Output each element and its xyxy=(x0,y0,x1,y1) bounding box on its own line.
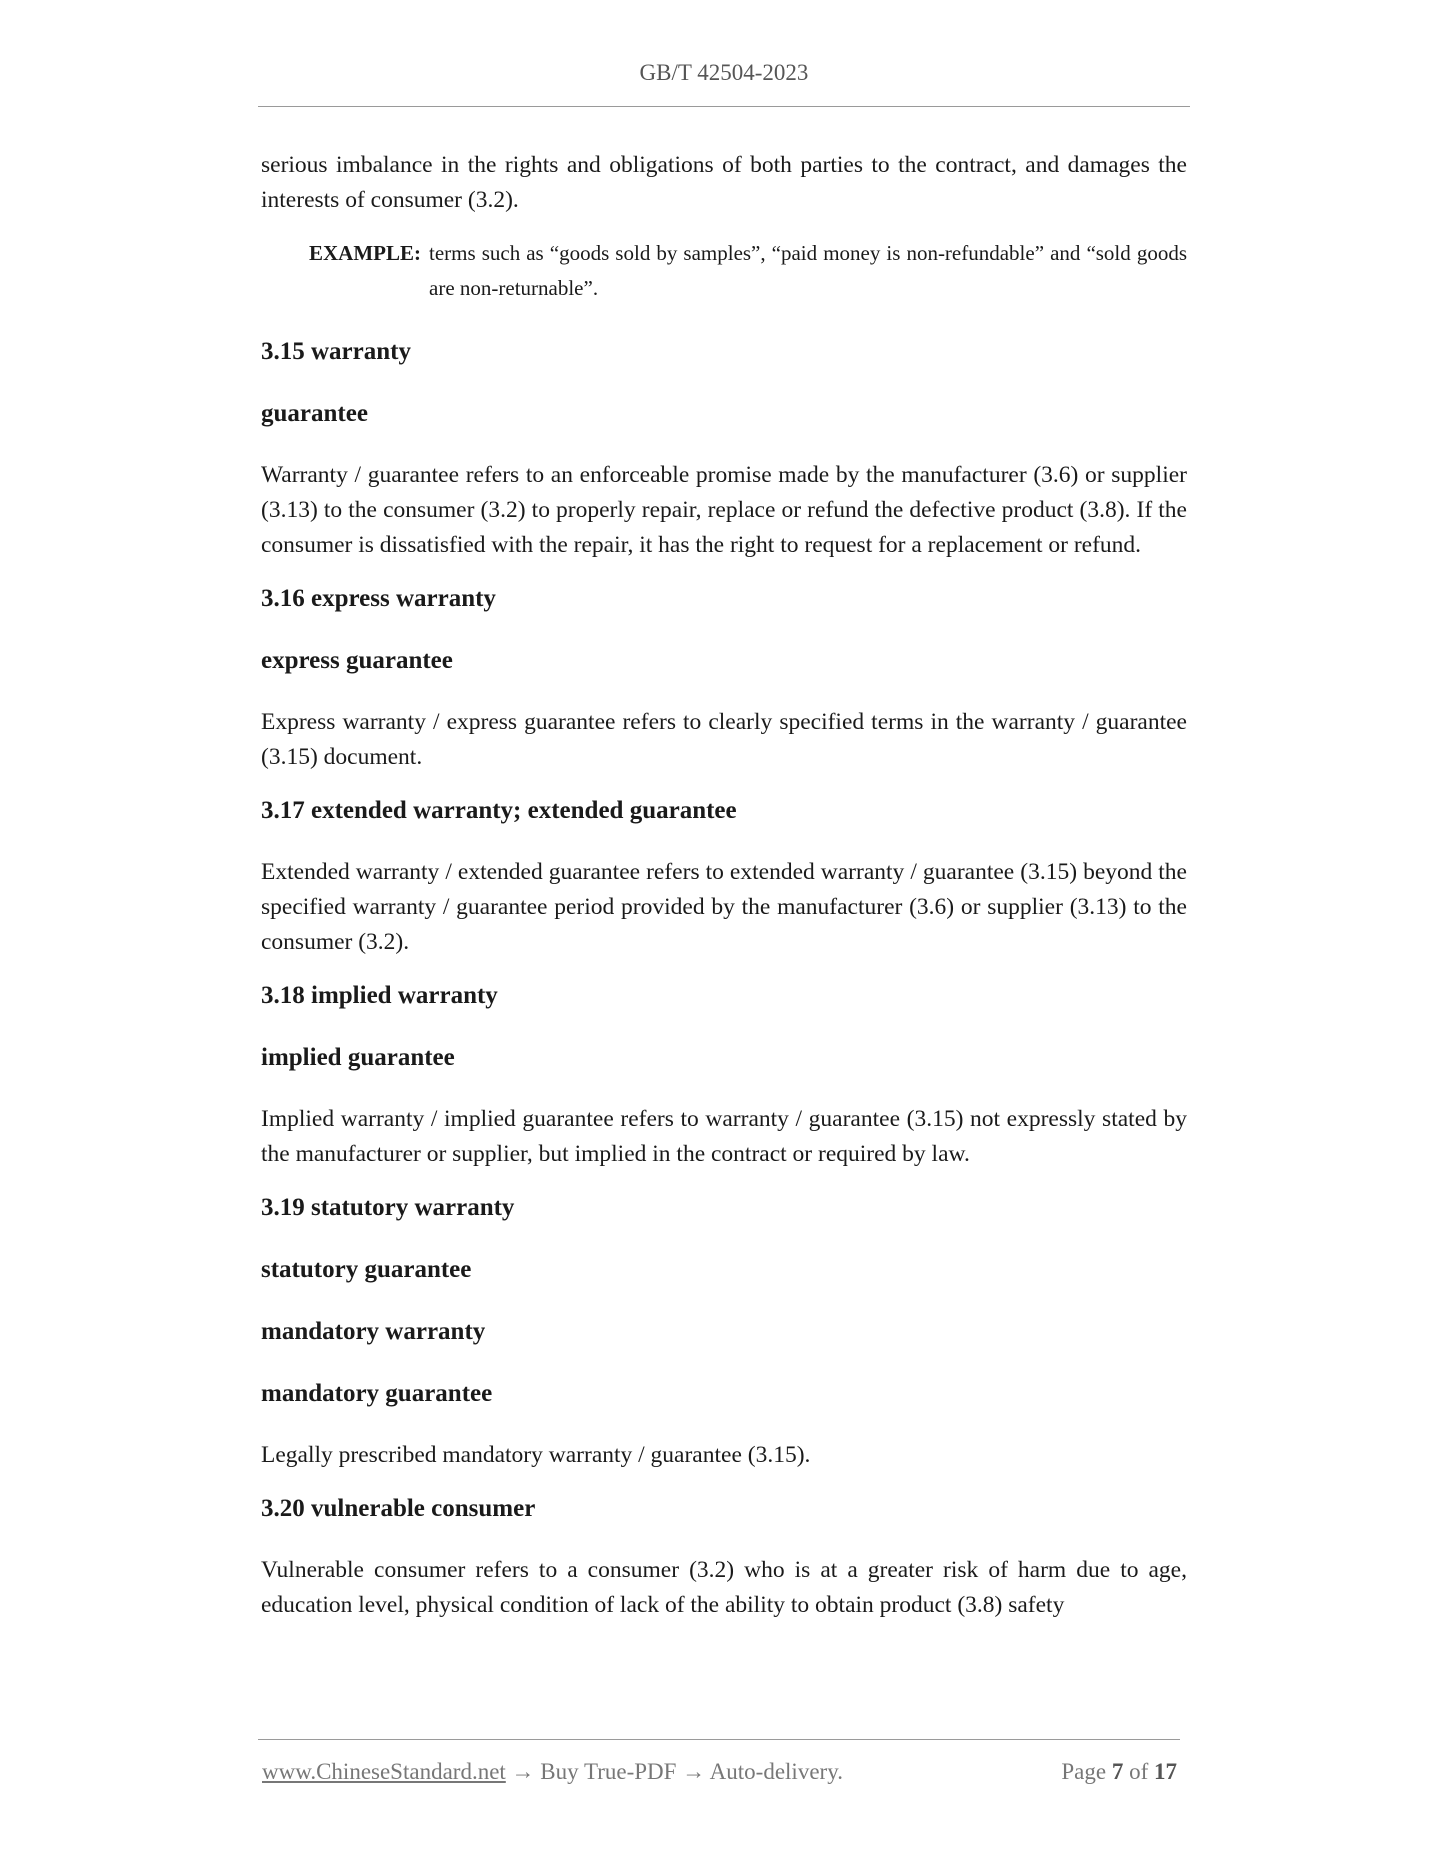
term-heading-3-19: 3.19 statutory warranty xyxy=(261,1194,515,1221)
page-number xyxy=(1061,1757,1177,1787)
term-synonym-implied-guarantee: implied guarantee xyxy=(261,1044,455,1071)
term-heading-3-16: 3.16 express warranty xyxy=(261,585,496,612)
term-heading-3-15: 3.15 warranty xyxy=(261,338,411,365)
arrow-right-icon: → xyxy=(505,1759,541,1784)
page-header: GB/T 42504-2023 xyxy=(639,60,809,85)
buy-pdf-text: Buy True-PDF xyxy=(540,1759,677,1784)
definition-3-17: Extended warranty / extended guarantee refers to extended warranty / guarantee (3.15) beyond the specified warranty / guarantee period provided by the manufacturer (3.6) or supplier (3.13) to the consumer (3.2). xyxy=(261,859,1187,955)
footer-promo xyxy=(262,1757,843,1787)
header-divider xyxy=(258,106,1190,107)
definition-3-20: Vulnerable consumer refers to a consumer (3.2) who is at a greater risk of harm due to age, education level, physical condition of lack of the ability to obtain product (3.8) safety xyxy=(261,1557,1187,1618)
term-synonym-mandatory-guarantee: mandatory guarantee xyxy=(261,1380,493,1407)
paragraph-intro: serious imbalance in the rights and obligations of both parties to the contract, and damages the interests of consumer (3.2). xyxy=(261,152,1187,213)
definition-3-16: Express warranty / express guarantee refers to clearly specified terms in the warranty / guarantee (3.15) document. xyxy=(261,709,1187,770)
site-link[interactable]: www.ChineseStandard.net xyxy=(262,1759,506,1784)
term-synonym-guarantee: guarantee xyxy=(261,400,368,427)
page-label: Page xyxy=(1061,1759,1107,1784)
arrow-right-icon: → xyxy=(676,1759,710,1784)
page-total: 17 xyxy=(1154,1759,1177,1784)
of-label: of xyxy=(1129,1759,1149,1784)
page-current: 7 xyxy=(1111,1759,1124,1784)
definition-3-15: Warranty / guarantee refers to an enforceable promise made by the manufacturer (3.6) or supplier (3.13) to the consumer (3.2) to properly repair, replace or refund the defective product (3.8). If the consumer is dissatisfied with the repair, it has the right to request for a replacement or refund. xyxy=(261,462,1187,558)
example-text: terms such as “goods sold by samples”, “paid money is non-refundable” and “sold goods are non-returnable”. xyxy=(429,241,1187,300)
term-heading-3-17: 3.17 extended warranty; extended guarantee xyxy=(261,797,737,824)
example-label: EXAMPLE: xyxy=(309,241,421,265)
definition-3-18: Implied warranty / implied guarantee refers to warranty / guarantee (3.15) not expressly stated by the manufacturer or supplier, but implied in the contract or required by law. xyxy=(261,1106,1187,1167)
example-note xyxy=(309,236,1187,306)
footer-divider xyxy=(258,1739,1180,1740)
document-body xyxy=(261,148,1187,1641)
term-heading-3-20: 3.20 vulnerable consumer xyxy=(261,1495,536,1522)
term-synonym-statutory-guarantee: statutory guarantee xyxy=(261,1256,472,1283)
auto-delivery-text: Auto-delivery. xyxy=(709,1759,843,1784)
term-heading-3-18: 3.18 implied warranty xyxy=(261,982,498,1009)
term-synonym-mandatory-warranty: mandatory warranty xyxy=(261,1318,486,1345)
definition-3-19: Legally prescribed mandatory warranty / guarantee (3.15). xyxy=(261,1442,811,1468)
term-synonym-express-guarantee: express guarantee xyxy=(261,647,453,674)
